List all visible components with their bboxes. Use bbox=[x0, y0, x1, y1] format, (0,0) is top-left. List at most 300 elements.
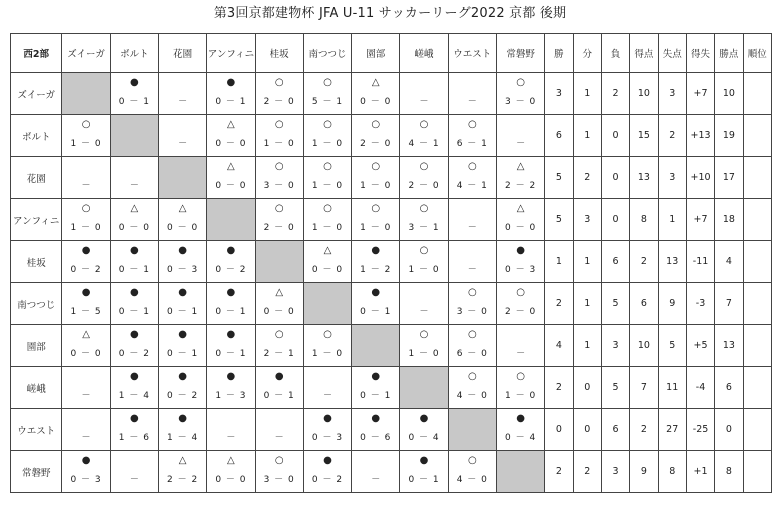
corner-cell: 西2部 bbox=[11, 34, 62, 73]
stat-cell: 2 bbox=[573, 451, 601, 493]
self-match-cell bbox=[62, 73, 110, 115]
result-mark: △ bbox=[227, 161, 235, 172]
match-result-cell bbox=[496, 409, 544, 451]
match-result bbox=[304, 409, 351, 450]
stat-cell: 3 bbox=[573, 199, 601, 241]
self-match-cell bbox=[352, 325, 400, 367]
match-result-cell bbox=[448, 73, 496, 115]
column-header-team: 桂坂 bbox=[255, 34, 303, 73]
stat-cell bbox=[743, 367, 771, 409]
column-header-stat: 得点 bbox=[630, 34, 658, 73]
match-result-cell bbox=[110, 325, 158, 367]
stat-cell: 1 bbox=[573, 241, 601, 283]
match-result bbox=[352, 451, 399, 492]
stat-cell: 4 bbox=[545, 325, 573, 367]
stat-cell bbox=[743, 73, 771, 115]
match-score: 2 － 2 bbox=[167, 475, 199, 485]
stat-cell: 6 bbox=[545, 115, 573, 157]
match-score: 0 － 0 bbox=[118, 223, 150, 233]
match-result-cell bbox=[110, 409, 158, 451]
match-result bbox=[449, 115, 496, 156]
result-mark: ● bbox=[178, 287, 187, 298]
stat-cell: 6 bbox=[601, 241, 629, 283]
match-result-cell bbox=[352, 115, 400, 157]
match-result-cell bbox=[303, 73, 351, 115]
match-score: － bbox=[226, 433, 236, 443]
match-score: 2 － 2 bbox=[505, 181, 537, 191]
result-mark: ○ bbox=[274, 329, 284, 340]
match-result bbox=[111, 157, 158, 198]
match-score: 0 － 3 bbox=[311, 433, 344, 443]
match-score: － bbox=[467, 97, 477, 107]
match-score: 1 － 0 bbox=[311, 223, 344, 233]
stat-cell: 7 bbox=[630, 367, 658, 409]
match-score: 1 － 0 bbox=[311, 139, 344, 149]
result-mark: ○ bbox=[323, 77, 332, 88]
match-result-cell bbox=[110, 451, 158, 493]
match-result bbox=[304, 157, 351, 198]
match-result bbox=[449, 325, 496, 366]
match-score: 2 － 0 bbox=[263, 223, 295, 233]
stat-cell: 6 bbox=[601, 409, 629, 451]
match-result bbox=[256, 409, 303, 450]
result-mark: ● bbox=[129, 245, 139, 256]
match-result-cell bbox=[255, 283, 303, 325]
self-match-cell bbox=[303, 283, 351, 325]
match-score: 3 － 0 bbox=[263, 181, 295, 191]
result-mark: ● bbox=[81, 287, 91, 298]
column-header-stat: 負 bbox=[601, 34, 629, 73]
match-result bbox=[352, 241, 399, 282]
match-result-cell bbox=[62, 157, 110, 199]
result-mark: △ bbox=[178, 203, 187, 214]
stat-cell: 10 bbox=[630, 325, 658, 367]
match-result bbox=[207, 451, 254, 492]
column-header-team: 花園 bbox=[158, 34, 206, 73]
stat-cell: 0 bbox=[573, 367, 601, 409]
result-mark: ○ bbox=[467, 161, 477, 172]
result-mark: ● bbox=[323, 455, 332, 466]
row-team-name: 園部 bbox=[11, 325, 62, 367]
match-result-cell bbox=[352, 199, 400, 241]
match-result-cell bbox=[496, 157, 544, 199]
match-result-cell bbox=[158, 451, 206, 493]
result-mark: ○ bbox=[467, 287, 477, 298]
match-score: － bbox=[467, 223, 477, 233]
match-result bbox=[352, 409, 399, 450]
column-header-stat: 得失 bbox=[686, 34, 714, 73]
result-mark: ○ bbox=[274, 77, 284, 88]
match-result-cell bbox=[400, 325, 448, 367]
match-score: 1 － 5 bbox=[70, 307, 102, 317]
table-row bbox=[11, 325, 772, 367]
match-result-cell bbox=[110, 241, 158, 283]
result-mark: ● bbox=[226, 329, 236, 340]
match-score: － bbox=[419, 97, 429, 107]
match-result-cell bbox=[496, 283, 544, 325]
match-score: 0 － 1 bbox=[118, 265, 150, 275]
stat-cell: +1 bbox=[686, 451, 714, 493]
match-result-cell bbox=[400, 73, 448, 115]
stat-cell bbox=[743, 409, 771, 451]
stat-cell: 19 bbox=[715, 115, 743, 157]
match-result bbox=[304, 115, 351, 156]
result-mark: ● bbox=[178, 329, 187, 340]
match-score: 3 － 0 bbox=[505, 97, 537, 107]
column-header-stat: 順位 bbox=[743, 34, 771, 73]
result-mark: △ bbox=[227, 119, 235, 130]
match-score: － bbox=[516, 349, 526, 359]
result-mark: ○ bbox=[371, 119, 381, 130]
match-result bbox=[304, 73, 351, 114]
match-result bbox=[62, 283, 109, 324]
column-header-team: ズイーガ bbox=[62, 34, 110, 73]
match-result-cell bbox=[207, 409, 255, 451]
result-mark: ● bbox=[371, 413, 381, 424]
result-mark: ● bbox=[371, 287, 381, 298]
match-score: － bbox=[129, 181, 139, 191]
result-mark: ● bbox=[274, 371, 284, 382]
match-result-cell bbox=[255, 325, 303, 367]
stat-cell: 5 bbox=[658, 325, 686, 367]
result-mark: ● bbox=[178, 371, 187, 382]
result-mark: ○ bbox=[323, 329, 332, 340]
match-result-cell bbox=[207, 241, 255, 283]
match-result-cell bbox=[255, 199, 303, 241]
match-score: 0 － 1 bbox=[360, 307, 392, 317]
match-result bbox=[111, 283, 158, 324]
match-score: 0 － 1 bbox=[167, 307, 199, 317]
column-header-stat: 勝点 bbox=[715, 34, 743, 73]
match-result bbox=[400, 241, 447, 282]
match-result-cell bbox=[62, 283, 110, 325]
match-result-cell bbox=[158, 115, 206, 157]
match-result-cell bbox=[207, 283, 255, 325]
result-mark: ● bbox=[226, 287, 236, 298]
match-result bbox=[62, 409, 109, 450]
match-score: 1 － 0 bbox=[408, 265, 440, 275]
match-result bbox=[497, 241, 544, 282]
match-result-cell bbox=[62, 409, 110, 451]
match-score: 0 － 1 bbox=[118, 97, 150, 107]
result-mark: ● bbox=[81, 455, 91, 466]
column-header-team: 南つつじ bbox=[303, 34, 351, 73]
match-result bbox=[497, 409, 544, 450]
stat-cell: +10 bbox=[686, 157, 714, 199]
stat-cell: 1 bbox=[658, 199, 686, 241]
match-result-cell bbox=[110, 157, 158, 199]
result-mark: ● bbox=[226, 245, 236, 256]
match-result bbox=[400, 73, 447, 114]
stat-cell: +13 bbox=[686, 115, 714, 157]
match-result-cell bbox=[448, 115, 496, 157]
row-team-name: ウエスト bbox=[11, 409, 62, 451]
match-result-cell bbox=[303, 199, 351, 241]
table-row bbox=[11, 199, 772, 241]
match-score: 0 － 3 bbox=[505, 265, 537, 275]
match-result-cell bbox=[158, 283, 206, 325]
stat-cell: 2 bbox=[545, 451, 573, 493]
result-mark: ○ bbox=[467, 455, 477, 466]
match-result bbox=[449, 283, 496, 324]
result-mark: ○ bbox=[419, 329, 429, 340]
stat-cell: +7 bbox=[686, 199, 714, 241]
match-score: 1 － 0 bbox=[263, 139, 295, 149]
header-row bbox=[11, 34, 772, 73]
match-result bbox=[207, 325, 254, 366]
row-team-name: 桂坂 bbox=[11, 241, 62, 283]
stat-cell: 27 bbox=[658, 409, 686, 451]
match-result bbox=[207, 115, 254, 156]
match-result bbox=[400, 115, 447, 156]
match-result-cell bbox=[62, 241, 110, 283]
match-result-cell bbox=[62, 451, 110, 493]
match-score: 2 － 0 bbox=[263, 97, 295, 107]
result-mark: ● bbox=[81, 245, 91, 256]
match-result-cell bbox=[303, 241, 351, 283]
match-result-cell bbox=[352, 73, 400, 115]
match-result-cell bbox=[400, 451, 448, 493]
result-mark: ○ bbox=[516, 77, 525, 88]
match-score: 1 － 0 bbox=[360, 181, 392, 191]
stat-cell: 0 bbox=[545, 409, 573, 451]
result-mark: ○ bbox=[419, 245, 429, 256]
match-result-cell bbox=[448, 325, 496, 367]
stat-cell bbox=[743, 451, 771, 493]
stat-cell: 2 bbox=[573, 157, 601, 199]
match-score: 3 － 1 bbox=[408, 223, 440, 233]
match-score: 1 － 4 bbox=[167, 433, 199, 443]
table-row bbox=[11, 451, 772, 493]
match-score: 0 － 1 bbox=[263, 391, 295, 401]
match-result bbox=[111, 199, 158, 240]
row-team-name: 南つつじ bbox=[11, 283, 62, 325]
stat-cell bbox=[743, 199, 771, 241]
match-result-cell bbox=[303, 157, 351, 199]
match-result bbox=[352, 157, 399, 198]
match-result bbox=[400, 409, 447, 450]
match-result bbox=[304, 199, 351, 240]
match-score: 1 － 6 bbox=[118, 433, 150, 443]
match-result-cell bbox=[352, 367, 400, 409]
result-mark: ○ bbox=[419, 161, 429, 172]
match-result-cell bbox=[352, 157, 400, 199]
result-mark: △ bbox=[516, 161, 525, 172]
match-score: － bbox=[81, 181, 91, 191]
match-result bbox=[449, 241, 496, 282]
match-result bbox=[207, 367, 254, 408]
stat-cell: 5 bbox=[545, 157, 573, 199]
match-result-cell bbox=[400, 157, 448, 199]
match-result bbox=[111, 451, 158, 492]
match-result bbox=[207, 283, 254, 324]
match-score: 0 － 2 bbox=[70, 265, 102, 275]
column-header-stat: 勝 bbox=[545, 34, 573, 73]
result-mark: △ bbox=[516, 203, 525, 214]
match-result bbox=[449, 367, 496, 408]
stat-cell: -4 bbox=[686, 367, 714, 409]
match-result bbox=[62, 367, 109, 408]
match-result bbox=[352, 283, 399, 324]
match-result-cell bbox=[303, 451, 351, 493]
stat-cell: 0 bbox=[601, 157, 629, 199]
match-score: 0 － 0 bbox=[311, 265, 344, 275]
match-result-cell bbox=[496, 241, 544, 283]
match-score: 1 － 0 bbox=[70, 223, 102, 233]
stat-cell: -25 bbox=[686, 409, 714, 451]
result-mark: ● bbox=[226, 371, 236, 382]
match-score: 1 － 0 bbox=[408, 349, 440, 359]
result-mark: ○ bbox=[323, 161, 332, 172]
match-result bbox=[159, 325, 206, 366]
stat-cell: 8 bbox=[658, 451, 686, 493]
stat-cell: 2 bbox=[601, 73, 629, 115]
table-body bbox=[11, 73, 772, 493]
match-score: 0 － 1 bbox=[360, 391, 392, 401]
stat-cell: 9 bbox=[658, 283, 686, 325]
match-result-cell bbox=[448, 367, 496, 409]
result-mark: △ bbox=[323, 245, 332, 256]
table-row bbox=[11, 409, 772, 451]
match-score: － bbox=[129, 475, 139, 485]
result-mark: ● bbox=[178, 245, 187, 256]
match-score: 2 － 0 bbox=[360, 139, 392, 149]
column-header-team: 嵯峨 bbox=[400, 34, 448, 73]
stat-cell: 4 bbox=[715, 241, 743, 283]
result-mark: ● bbox=[129, 287, 139, 298]
match-score: － bbox=[467, 265, 477, 275]
match-score: 1 － 2 bbox=[360, 265, 392, 275]
match-result bbox=[256, 115, 303, 156]
match-score: 0 － 0 bbox=[360, 97, 392, 107]
result-mark: △ bbox=[227, 455, 235, 466]
result-mark: ○ bbox=[81, 119, 91, 130]
match-result-cell bbox=[158, 241, 206, 283]
match-score: 0 － 4 bbox=[408, 433, 440, 443]
match-score: 3 － 0 bbox=[263, 475, 295, 485]
match-result bbox=[159, 73, 206, 114]
match-result-cell bbox=[207, 157, 255, 199]
match-result bbox=[352, 115, 399, 156]
match-result bbox=[159, 199, 206, 240]
match-score: 6 － 0 bbox=[456, 349, 488, 359]
self-match-cell bbox=[400, 367, 448, 409]
stat-cell: 2 bbox=[658, 115, 686, 157]
match-result bbox=[62, 115, 109, 156]
result-mark: ● bbox=[371, 245, 381, 256]
result-mark: ○ bbox=[323, 203, 332, 214]
match-result bbox=[159, 409, 206, 450]
match-score: 1 － 3 bbox=[215, 391, 247, 401]
match-result-cell bbox=[496, 367, 544, 409]
match-score: － bbox=[516, 139, 526, 149]
stat-cell: 0 bbox=[601, 199, 629, 241]
match-result-cell bbox=[400, 409, 448, 451]
match-result bbox=[497, 283, 544, 324]
table-row bbox=[11, 157, 772, 199]
match-score: 2 － 0 bbox=[505, 307, 537, 317]
match-result-cell bbox=[255, 409, 303, 451]
stat-cell: 10 bbox=[715, 73, 743, 115]
match-result bbox=[62, 241, 109, 282]
match-result bbox=[400, 325, 447, 366]
match-score: － bbox=[178, 97, 188, 107]
stat-cell bbox=[743, 241, 771, 283]
result-mark: ○ bbox=[274, 455, 284, 466]
match-result-cell bbox=[496, 325, 544, 367]
stat-cell: 0 bbox=[715, 409, 743, 451]
match-score: 1 － 4 bbox=[118, 391, 150, 401]
stat-cell: 2 bbox=[545, 367, 573, 409]
match-score: 0 － 1 bbox=[215, 307, 247, 317]
match-score: 1 － 0 bbox=[311, 349, 344, 359]
match-result bbox=[352, 367, 399, 408]
result-mark: ● bbox=[323, 413, 332, 424]
stat-cell: 0 bbox=[573, 409, 601, 451]
match-result-cell bbox=[255, 115, 303, 157]
result-mark: ○ bbox=[467, 371, 477, 382]
match-result bbox=[352, 73, 399, 114]
match-result-cell bbox=[400, 115, 448, 157]
row-team-name: アンフィニ bbox=[11, 199, 62, 241]
stat-cell: 2 bbox=[545, 283, 573, 325]
match-result bbox=[449, 199, 496, 240]
result-mark: ● bbox=[129, 413, 139, 424]
stat-cell: 10 bbox=[630, 73, 658, 115]
match-result bbox=[111, 409, 158, 450]
row-team-name: 常磐野 bbox=[11, 451, 62, 493]
match-result-cell bbox=[352, 283, 400, 325]
match-result-cell bbox=[110, 73, 158, 115]
match-result-cell bbox=[110, 283, 158, 325]
match-result bbox=[207, 241, 254, 282]
stat-cell: 8 bbox=[715, 451, 743, 493]
result-mark: ● bbox=[129, 77, 139, 88]
result-mark: ○ bbox=[516, 287, 525, 298]
column-header-team: ウエスト bbox=[448, 34, 496, 73]
match-result bbox=[497, 73, 544, 114]
stat-cell: 0 bbox=[601, 115, 629, 157]
column-header-stat: 失点 bbox=[658, 34, 686, 73]
result-mark: ○ bbox=[516, 371, 525, 382]
match-score: 4 － 1 bbox=[408, 139, 440, 149]
match-result-cell bbox=[496, 73, 544, 115]
result-mark: △ bbox=[178, 455, 187, 466]
match-result-cell bbox=[110, 367, 158, 409]
match-result-cell bbox=[448, 241, 496, 283]
result-mark: △ bbox=[130, 203, 139, 214]
match-score: 3 － 0 bbox=[456, 307, 488, 317]
match-score: 0 － 0 bbox=[215, 181, 247, 191]
match-result-cell bbox=[158, 409, 206, 451]
result-mark: ● bbox=[178, 413, 187, 424]
column-header-team: 園部 bbox=[352, 34, 400, 73]
stat-cell: 18 bbox=[715, 199, 743, 241]
self-match-cell bbox=[158, 157, 206, 199]
match-result bbox=[159, 451, 206, 492]
match-score: 1 － 0 bbox=[360, 223, 392, 233]
table-row bbox=[11, 241, 772, 283]
match-score: － bbox=[371, 475, 381, 485]
match-result-cell bbox=[158, 325, 206, 367]
stat-cell: 6 bbox=[630, 283, 658, 325]
match-result bbox=[497, 367, 544, 408]
match-result-cell bbox=[448, 451, 496, 493]
match-score: 0 － 3 bbox=[70, 475, 102, 485]
match-score: 0 － 2 bbox=[118, 349, 150, 359]
stat-cell: 15 bbox=[630, 115, 658, 157]
stat-cell: -3 bbox=[686, 283, 714, 325]
